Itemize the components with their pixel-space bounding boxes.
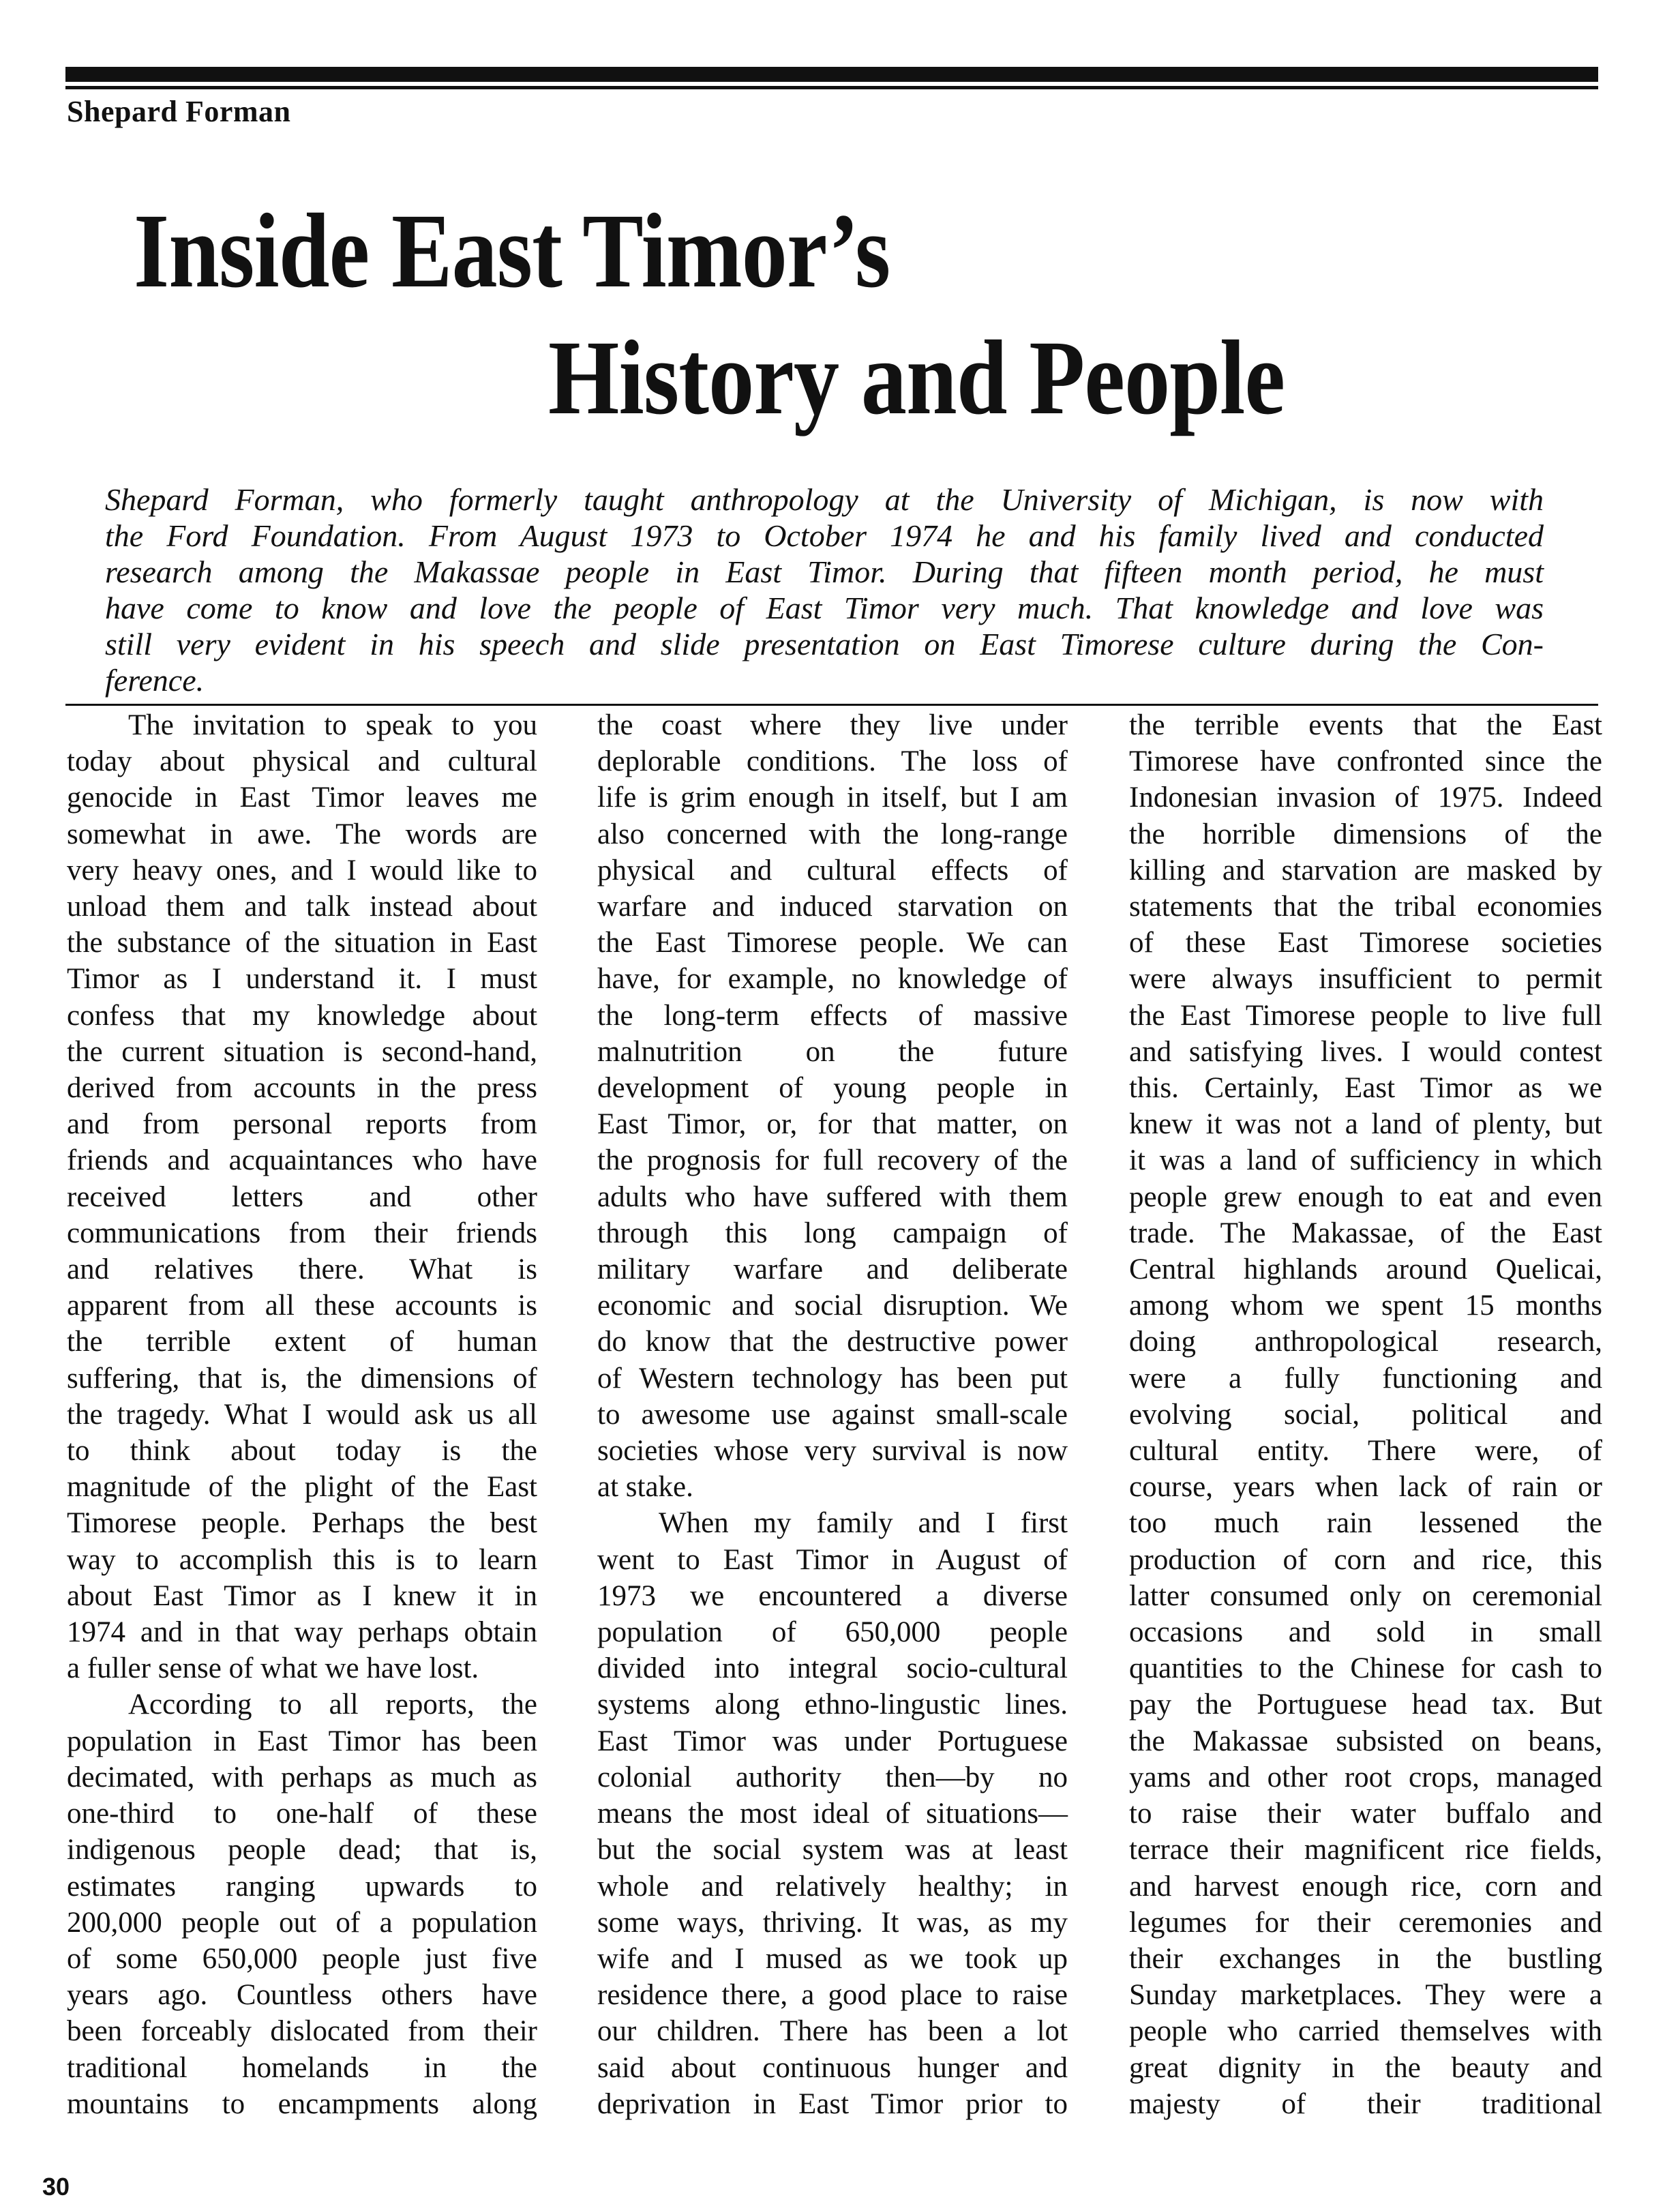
article-title-line-1: Inside East Timor’s xyxy=(134,192,890,310)
intro-paragraph xyxy=(105,481,1544,698)
body-text-line: unload them and talk instead about xyxy=(67,891,537,923)
body-text-line: According to all reports, the xyxy=(128,1688,537,1721)
body-text-line: the coast where they live under xyxy=(597,709,1068,741)
body-text-line: population of 650,000 people xyxy=(597,1616,1068,1649)
body-text-line: Timorese have confronted since the xyxy=(1129,745,1602,778)
body-text-line: this. Certainly, East Timor as we xyxy=(1129,1072,1602,1105)
body-text-line: 1973 we encountered a diverse xyxy=(597,1579,1068,1612)
intro-divider-rule xyxy=(65,704,1598,706)
body-column-1 xyxy=(67,707,537,2122)
body-text-line: been forceably dislocated from their xyxy=(67,2015,537,2048)
body-text-line: Sunday marketplaces. They were a xyxy=(1129,1979,1602,2012)
body-text-line: to think about today is the xyxy=(67,1435,537,1468)
body-text-line: very heavy ones, and I would like to xyxy=(67,854,537,887)
body-text-line: 1974 and in that way perhaps obtain xyxy=(67,1616,537,1649)
body-text-line: terrace their magnificent rice fields, xyxy=(1129,1834,1602,1866)
body-text-line: the prognosis for full recovery of the xyxy=(597,1144,1068,1177)
body-text-line: received letters and other xyxy=(67,1180,537,1213)
page-number: 30 xyxy=(42,2173,70,2201)
body-text-line: the East Timorese people to live full xyxy=(1129,999,1602,1032)
body-text-line: friends and acquaintances who have xyxy=(67,1144,537,1177)
body-text-line: indigenous people dead; that is, xyxy=(67,1834,537,1866)
body-text-line: through this long campaign of xyxy=(597,1217,1068,1249)
body-text-line: cultural entity. There were, of xyxy=(1129,1435,1602,1468)
body-text-line: and from personal reports from xyxy=(67,1108,537,1141)
body-text-line: way to accomplish this is to learn xyxy=(67,1543,537,1576)
body-text-line: of these East Timorese societies xyxy=(1129,927,1602,959)
body-text-line: the terrible extent of human xyxy=(67,1326,537,1358)
body-text-line: the tragedy. What I would ask us all xyxy=(67,1398,537,1431)
body-text-line: traditional homelands in the xyxy=(67,2051,537,2084)
body-text-line: the substance of the situation in East xyxy=(67,927,537,959)
body-text-line: the horrible dimensions of the xyxy=(1129,818,1602,850)
body-text-line: pay the Portuguese head tax. But xyxy=(1129,1688,1602,1721)
body-text-line: doing anthropological research, xyxy=(1129,1326,1602,1358)
body-text-line: at stake. xyxy=(597,1471,693,1504)
body-text-line: decimated, with perhaps as much as xyxy=(67,1761,537,1793)
body-text-line: development of young people in xyxy=(597,1072,1068,1105)
body-text-line: the terrible events that the East xyxy=(1129,709,1602,741)
body-text-line: deplorable conditions. The loss of xyxy=(597,745,1068,778)
body-text-line: economic and social disruption. We xyxy=(597,1290,1068,1322)
body-text-line: estimates ranging upwards to xyxy=(67,1870,537,1903)
body-text-line: genocide in East Timor leaves me xyxy=(67,781,537,814)
body-text-line: people who carried themselves with xyxy=(1129,2015,1602,2048)
body-text-line: communications from their friends xyxy=(67,1217,537,1249)
body-text-line: also concerned with the long-range xyxy=(597,818,1068,850)
body-text-line: among whom we spent 15 months xyxy=(1129,1290,1602,1322)
body-text-line: evolving social, political and xyxy=(1129,1398,1602,1431)
body-text-line: were a fully functioning and xyxy=(1129,1362,1602,1395)
body-text-line: adults who have suffered with them xyxy=(597,1180,1068,1213)
author-byline: Shepard Forman xyxy=(67,95,291,128)
body-text-line: somewhat in awe. The words are xyxy=(67,818,537,850)
body-text-line: Indonesian invasion of 1975. Indeed xyxy=(1129,781,1602,814)
body-text-line: occasions and sold in small xyxy=(1129,1616,1602,1649)
body-text-line: killing and starvation are masked by xyxy=(1129,854,1602,887)
intro-line: still very evident in his speech and slide presentation on East Timorese culture during the Con- xyxy=(105,627,1544,661)
body-text-line: military warfare and deliberate xyxy=(597,1253,1068,1286)
body-text-line: said about continuous hunger and xyxy=(597,2051,1068,2084)
body-text-line: systems along ethno-lingustic lines. xyxy=(597,1688,1068,1721)
body-text-line: legumes for their ceremonies and xyxy=(1129,1906,1602,1939)
body-text-line: the current situation is second-hand, xyxy=(67,1035,537,1068)
body-text-line: deprivation in East Timor prior to xyxy=(597,2087,1068,2120)
body-column-3 xyxy=(1129,707,1602,2122)
body-text-line: knew it was not a land of plenty, but xyxy=(1129,1108,1602,1141)
body-text-line: yams and other root crops, managed xyxy=(1129,1761,1602,1793)
body-text-line: latter consumed only on ceremonial xyxy=(1129,1579,1602,1612)
body-text-line: Timorese people. Perhaps the best xyxy=(67,1507,537,1540)
body-text-line: whole and relatively healthy; in xyxy=(597,1870,1068,1903)
body-text-line: residence there, a good place to raise xyxy=(597,1979,1068,2012)
body-text-line: The invitation to speak to you xyxy=(128,709,537,741)
body-text-line: means the most ideal of situations— xyxy=(597,1798,1068,1830)
body-text-line: our children. There has been a lot xyxy=(597,2015,1068,2048)
body-text-line: too much rain lessened the xyxy=(1129,1507,1602,1540)
article-title-line-2: History and People xyxy=(548,318,1285,436)
body-text-line: went to East Timor in August of xyxy=(597,1543,1068,1576)
body-text-line: colonial authority then—by no xyxy=(597,1761,1068,1793)
intro-line: Shepard Forman, who formerly taught anthropology at the University of Michigan, is now with xyxy=(105,482,1544,517)
body-text-line: course, years when lack of rain or xyxy=(1129,1471,1602,1504)
top-rule-thin xyxy=(65,86,1598,89)
body-text-line: about East Timor as I knew it in xyxy=(67,1579,537,1612)
intro-line: have come to know and love the people of East Timor very much. That knowledge and love was xyxy=(105,591,1544,625)
body-text-line: majesty of their traditional xyxy=(1129,2087,1602,2120)
body-text-line: confess that my knowledge about xyxy=(67,999,537,1032)
body-text-line: population in East Timor has been xyxy=(67,1725,537,1757)
intro-line: ference. xyxy=(105,663,205,698)
body-text-line: East Timor, or, for that matter, on xyxy=(597,1108,1068,1141)
body-text-line: a fuller sense of what we have lost. xyxy=(67,1652,479,1685)
body-text-line: magnitude of the plight of the East xyxy=(67,1471,537,1504)
body-column-2 xyxy=(597,707,1068,2122)
body-text-line: physical and cultural effects of xyxy=(597,854,1068,887)
body-text-line: the Makassae subsisted on beans, xyxy=(1129,1725,1602,1757)
body-text-line: derived from accounts in the press xyxy=(67,1072,537,1105)
body-text-line: 200,000 people out of a population xyxy=(67,1906,537,1939)
body-text-line: and harvest enough rice, corn and xyxy=(1129,1870,1602,1903)
body-text-line: trade. The Makassae, of the East xyxy=(1129,1217,1602,1249)
body-text-line: and relatives there. What is xyxy=(67,1253,537,1286)
body-text-line: societies whose very survival is now xyxy=(597,1435,1068,1468)
body-text-line: of Western technology has been put xyxy=(597,1362,1068,1395)
body-text-line: Central highlands around Quelicai, xyxy=(1129,1253,1602,1286)
body-text-line: apparent from all these accounts is xyxy=(67,1290,537,1322)
body-text-line: were always insufficient to permit xyxy=(1129,963,1602,996)
body-text-line: their exchanges in the bustling xyxy=(1129,1942,1602,1975)
body-text-line: Timor as I understand it. I must xyxy=(67,963,537,996)
body-text-line: to raise their water buffalo and xyxy=(1129,1798,1602,1830)
top-rule-thick xyxy=(65,67,1598,82)
body-text-line: today about physical and cultural xyxy=(67,745,537,778)
body-text-line: and satisfying lives. I would contest xyxy=(1129,1035,1602,1068)
body-text-line: one-third to one-half of these xyxy=(67,1798,537,1830)
body-text-line: malnutrition on the future xyxy=(597,1035,1068,1068)
body-text-line: to awesome use against small-scale xyxy=(597,1398,1068,1431)
body-text-line: divided into integral socio-cultural xyxy=(597,1652,1068,1685)
body-text-line: the long-term effects of massive xyxy=(597,999,1068,1032)
body-text-line: production of corn and rice, this xyxy=(1129,1543,1602,1576)
intro-line: the Ford Foundation. From August 1973 to October 1974 he and his family lived and conducted xyxy=(105,518,1544,553)
body-text-line: life is grim enough in itself, but I am xyxy=(597,781,1068,814)
body-text-line: wife and I mused as we took up xyxy=(597,1942,1068,1975)
body-text-line: statements that the tribal economies xyxy=(1129,891,1602,923)
body-text-line: the East Timorese people. We can xyxy=(597,927,1068,959)
body-text-line: suffering, that is, the dimensions of xyxy=(67,1362,537,1395)
body-text-line: warfare and induced starvation on xyxy=(597,891,1068,923)
body-text-line: but the social system was at least xyxy=(597,1834,1068,1866)
intro-line: research among the Makassae people in East Timor. During that fifteen month period, he must xyxy=(105,554,1544,589)
body-text-line: do know that the destructive power xyxy=(597,1326,1068,1358)
body-text-line: have, for example, no knowledge of xyxy=(597,963,1068,996)
body-text-line: quantities to the Chinese for cash to xyxy=(1129,1652,1602,1685)
body-text-line: When my family and I first xyxy=(659,1507,1068,1540)
body-text-line: mountains to encampments along xyxy=(67,2087,537,2120)
body-text-line: great dignity in the beauty and xyxy=(1129,2051,1602,2084)
body-text-line: people grew enough to eat and even xyxy=(1129,1180,1602,1213)
body-text-line: years ago. Countless others have xyxy=(67,1979,537,2012)
body-text-line: some ways, thriving. It was, as my xyxy=(597,1906,1068,1939)
body-text-line: of some 650,000 people just five xyxy=(67,1942,537,1975)
body-text-line: it was a land of sufficiency in which xyxy=(1129,1144,1602,1177)
body-text-line: East Timor was under Portuguese xyxy=(597,1725,1068,1757)
